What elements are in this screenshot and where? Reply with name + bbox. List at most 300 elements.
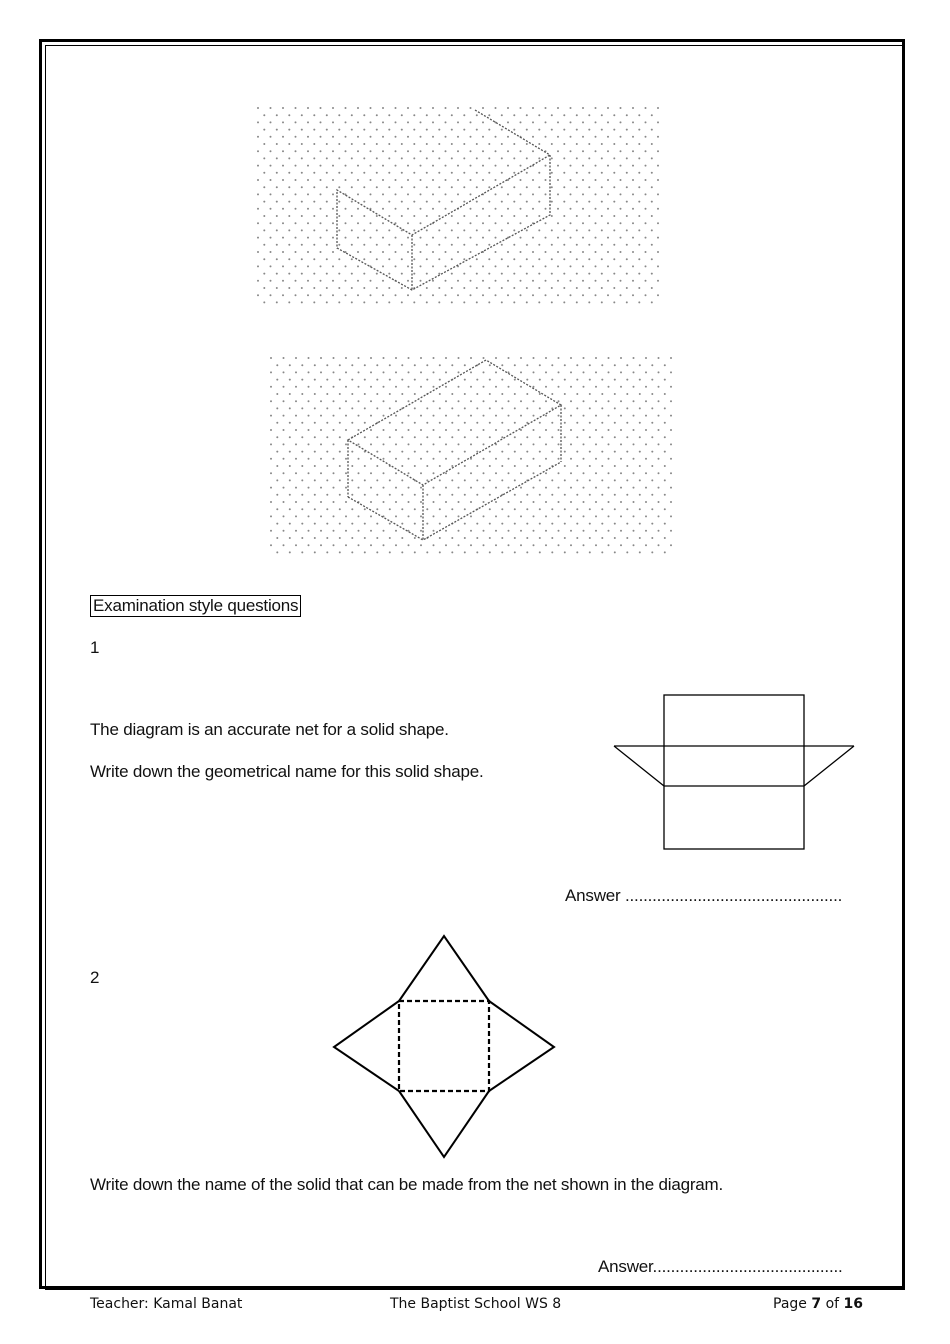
grid-dot	[389, 407, 391, 409]
grid-dot	[358, 515, 360, 517]
grid-dot	[426, 129, 428, 131]
grid-dot	[533, 429, 535, 431]
grid-dot	[651, 258, 653, 260]
grid-dot	[320, 107, 322, 109]
grid-dot	[458, 472, 460, 474]
grid-dot	[395, 487, 397, 489]
grid-dot	[389, 551, 391, 553]
grid-dot	[413, 201, 415, 203]
grid-dot	[358, 472, 360, 474]
grid-dot	[488, 287, 490, 289]
grid-dot	[420, 208, 422, 210]
grid-dot	[270, 193, 272, 195]
grid-dot	[576, 201, 578, 203]
grid-dot	[632, 136, 634, 138]
grid-dot	[288, 301, 290, 303]
grid-dot	[476, 215, 478, 217]
grid-dot	[639, 407, 641, 409]
grid-dot	[601, 465, 603, 467]
grid-dot	[501, 143, 503, 145]
grid-dot	[345, 400, 347, 402]
grid-dot	[557, 237, 559, 239]
grid-dot	[320, 179, 322, 181]
grid-dot	[563, 229, 565, 231]
grid-dot	[557, 294, 559, 296]
grid-dot	[526, 273, 528, 275]
grid-dot	[570, 150, 572, 152]
question-1-line-2: Write down the geometrical name for this solid shape.	[90, 762, 484, 781]
grid-dot	[295, 544, 297, 546]
grid-dot	[526, 301, 528, 303]
grid-dot	[601, 551, 603, 553]
grid-dot	[270, 251, 272, 253]
grid-dot	[395, 265, 397, 267]
footer-teacher: Teacher: Kamal Banat	[90, 1296, 243, 1312]
grid-dot	[320, 208, 322, 210]
grid-dot	[383, 501, 385, 503]
grid-dot	[283, 400, 285, 402]
grid-dot	[382, 294, 384, 296]
grid-dot	[576, 465, 578, 467]
grid-dot	[476, 551, 478, 553]
grid-dot	[532, 179, 534, 181]
grid-dot	[532, 265, 534, 267]
grid-dot	[539, 451, 541, 453]
grid-dot	[476, 379, 478, 381]
grid-dot	[338, 157, 340, 159]
answer-line-2[interactable]: Answer..........................................	[598, 1257, 843, 1276]
footer-school: The Baptist School WS 8	[390, 1296, 562, 1312]
grid-dot	[407, 222, 409, 224]
grid-dot	[370, 544, 372, 546]
grid-dot	[476, 494, 478, 496]
grid-dot	[476, 244, 478, 246]
grid-dot	[326, 301, 328, 303]
grid-dot	[288, 273, 290, 275]
grid-dot	[557, 179, 559, 181]
grid-dot	[470, 501, 472, 503]
grid-dot	[295, 530, 297, 532]
grid-dot	[420, 530, 422, 532]
grid-dot	[389, 436, 391, 438]
grid-dot	[583, 357, 585, 359]
grid-dot	[664, 407, 666, 409]
grid-dot	[614, 451, 616, 453]
grid-dot	[595, 487, 597, 489]
grid-dot	[533, 443, 535, 445]
grid-dot	[482, 136, 484, 138]
grid-dot	[463, 258, 465, 260]
grid-dot	[270, 357, 272, 359]
grid-dot	[576, 172, 578, 174]
grid-dot	[295, 136, 297, 138]
grid-dot	[295, 515, 297, 517]
grid-dot	[464, 494, 466, 496]
grid-dot	[351, 407, 353, 409]
grid-dot	[307, 251, 309, 253]
grid-dot	[332, 179, 334, 181]
grid-dot	[520, 472, 522, 474]
grid-dot	[270, 515, 272, 517]
grid-dot	[501, 287, 503, 289]
grid-dot	[383, 400, 385, 402]
grid-dot	[633, 371, 635, 373]
grid-dot	[339, 465, 341, 467]
grid-dot	[532, 121, 534, 123]
grid-dot	[445, 472, 447, 474]
grid-dot	[476, 157, 478, 159]
grid-dot	[345, 179, 347, 181]
grid-dot	[457, 193, 459, 195]
grid-dot	[270, 208, 272, 210]
grid-dot	[670, 530, 672, 532]
grid-dot	[338, 114, 340, 116]
grid-dot	[283, 487, 285, 489]
grid-dot	[432, 237, 434, 239]
grid-dot	[351, 379, 353, 381]
grid-dot	[538, 258, 540, 260]
grid-dot	[564, 508, 566, 510]
grid-dot	[320, 357, 322, 359]
grid-dot	[514, 451, 516, 453]
grid-dot	[257, 222, 259, 224]
grid-dot	[407, 165, 409, 167]
grid-dot	[413, 172, 415, 174]
grid-dot	[451, 422, 453, 424]
grid-dot	[351, 537, 353, 539]
grid-dot	[613, 301, 615, 303]
grid-dot	[283, 443, 285, 445]
grid-dot	[539, 494, 541, 496]
grid-dot	[339, 364, 341, 366]
grid-dot	[370, 165, 372, 167]
grid-dot	[639, 523, 641, 525]
grid-dot	[607, 165, 609, 167]
grid-dot	[651, 436, 653, 438]
grid-dot	[458, 515, 460, 517]
grid-dot	[451, 114, 453, 116]
grid-dot	[382, 121, 384, 123]
grid-dot	[595, 136, 597, 138]
grid-dot	[501, 379, 503, 381]
grid-dot	[501, 451, 503, 453]
grid-dot	[551, 114, 553, 116]
grid-dot	[595, 415, 597, 417]
page-prefix: Page	[773, 1296, 807, 1312]
grid-dot	[408, 371, 410, 373]
grid-dot	[607, 222, 609, 224]
grid-dot	[645, 280, 647, 282]
grid-dot	[401, 301, 403, 303]
grid-dot	[364, 523, 366, 525]
grid-dot	[589, 393, 591, 395]
grid-dot	[570, 280, 572, 282]
grid-dot	[376, 494, 378, 496]
grid-dot	[483, 487, 485, 489]
grid-dot	[345, 237, 347, 239]
grid-dot	[626, 523, 628, 525]
grid-dot	[333, 371, 335, 373]
grid-dot	[351, 551, 353, 553]
grid-dot	[557, 251, 559, 253]
grid-dot	[438, 258, 440, 260]
grid-dot	[432, 208, 434, 210]
grid-dot	[464, 436, 466, 438]
grid-dot	[345, 530, 347, 532]
grid-dot	[470, 179, 472, 181]
grid-dot	[632, 107, 634, 109]
grid-dot	[557, 107, 559, 109]
grid-dot	[401, 244, 403, 246]
grid-dot	[514, 436, 516, 438]
page-current: 7	[811, 1296, 822, 1312]
grid-dot	[576, 393, 578, 395]
grid-dot	[301, 551, 303, 553]
grid-dot	[445, 501, 447, 503]
grid-dot	[551, 129, 553, 131]
grid-dot	[401, 172, 403, 174]
grid-dot	[588, 301, 590, 303]
grid-dot	[563, 287, 565, 289]
grid-dot	[607, 121, 609, 123]
grid-dot	[432, 179, 434, 181]
grid-dot	[395, 472, 397, 474]
page-of: of	[825, 1296, 840, 1312]
grid-dot	[570, 107, 572, 109]
grid-dot	[351, 273, 353, 275]
grid-dot	[276, 143, 278, 145]
grid-dot	[257, 294, 259, 296]
grid-dot	[488, 215, 490, 217]
grid-dot	[670, 400, 672, 402]
grid-dot	[538, 186, 540, 188]
grid-dot	[563, 114, 565, 116]
grid-dot	[395, 107, 397, 109]
grid-dot	[595, 165, 597, 167]
grid-dot	[539, 436, 541, 438]
grid-dot	[339, 551, 341, 553]
grid-dot	[295, 487, 297, 489]
grid-dot	[464, 393, 466, 395]
grid-dot	[470, 530, 472, 532]
grid-dot	[283, 501, 285, 503]
grid-dot	[388, 287, 390, 289]
grid-dot	[495, 280, 497, 282]
grid-dot	[301, 422, 303, 424]
grid-dot	[426, 287, 428, 289]
grid-dot	[438, 215, 440, 217]
grid-dot	[432, 121, 434, 123]
grid-dot	[608, 429, 610, 431]
grid-dot	[482, 280, 484, 282]
grid-dot	[508, 443, 510, 445]
grid-dot	[257, 251, 259, 253]
grid-dot	[370, 515, 372, 517]
grid-dot	[533, 530, 535, 532]
grid-dot	[420, 193, 422, 195]
grid-dot	[570, 357, 572, 359]
grid-dot	[364, 537, 366, 539]
grid-dot	[614, 508, 616, 510]
grid-dot	[608, 501, 610, 503]
grid-dot	[451, 436, 453, 438]
grid-dot	[514, 379, 516, 381]
grid-dot	[638, 301, 640, 303]
grid-dot	[538, 129, 540, 131]
grid-dot	[639, 451, 641, 453]
grid-dot	[632, 121, 634, 123]
grid-dot	[426, 451, 428, 453]
grid-dot	[626, 201, 628, 203]
grid-dot	[501, 157, 503, 159]
grid-dot	[483, 386, 485, 388]
grid-dot	[570, 487, 572, 489]
grid-dot	[338, 273, 340, 275]
grid-dot	[282, 165, 284, 167]
grid-dot	[357, 251, 359, 253]
grid-dot	[439, 364, 441, 366]
grid-dot	[526, 229, 528, 231]
grid-dot	[557, 265, 559, 267]
grid-dot	[514, 537, 516, 539]
grid-dot	[583, 501, 585, 503]
grid-dot	[326, 479, 328, 481]
grid-dot	[420, 294, 422, 296]
grid-dot	[363, 114, 365, 116]
grid-dot	[639, 508, 641, 510]
grid-dot	[520, 150, 522, 152]
grid-dot	[526, 465, 528, 467]
grid-dot	[639, 364, 641, 366]
grid-dot	[357, 107, 359, 109]
grid-dot	[283, 415, 285, 417]
grid-dot	[589, 508, 591, 510]
grid-dot	[282, 150, 284, 152]
grid-dot	[582, 222, 584, 224]
question-1-line-1: The diagram is an accurate net for a solid shape.	[90, 720, 449, 739]
grid-dot	[495, 208, 497, 210]
grid-dot	[545, 443, 547, 445]
grid-dot	[320, 222, 322, 224]
grid-dot	[614, 523, 616, 525]
grid-dot	[482, 150, 484, 152]
grid-dot	[339, 436, 341, 438]
grid-dot	[395, 121, 397, 123]
grid-dot	[433, 530, 435, 532]
grid-dot	[583, 400, 585, 402]
grid-dot	[320, 472, 322, 474]
grid-dot	[439, 422, 441, 424]
grid-dot	[470, 150, 472, 152]
grid-dot	[532, 280, 534, 282]
grid-dot	[626, 407, 628, 409]
grid-dot	[308, 443, 310, 445]
grid-dot	[333, 357, 335, 359]
grid-dot	[639, 551, 641, 553]
grid-dot	[576, 301, 578, 303]
grid-dot	[470, 443, 472, 445]
grid-dot	[514, 422, 516, 424]
grid-dot	[408, 400, 410, 402]
grid-dot	[582, 265, 584, 267]
grid-dot	[483, 371, 485, 373]
grid-dot	[608, 371, 610, 373]
grid-dot	[401, 551, 403, 553]
grid-dot	[608, 415, 610, 417]
grid-dot	[439, 393, 441, 395]
grid-dot	[520, 222, 522, 224]
grid-dot	[295, 415, 297, 417]
grid-dot	[426, 523, 428, 525]
grid-dot	[657, 107, 659, 109]
grid-dot	[563, 273, 565, 275]
grid-dot	[645, 429, 647, 431]
grid-dot	[314, 407, 316, 409]
grid-dot	[395, 458, 397, 460]
grid-dot	[514, 364, 516, 366]
grid-dot	[357, 179, 359, 181]
grid-dot	[613, 129, 615, 131]
grid-dot	[551, 393, 553, 395]
grid-dot	[526, 508, 528, 510]
grid-dot	[620, 515, 622, 517]
grid-dot	[526, 244, 528, 246]
grid-dot	[526, 258, 528, 260]
grid-dot	[420, 443, 422, 445]
grid-dot	[589, 364, 591, 366]
grid-dot	[501, 114, 503, 116]
grid-dot	[445, 193, 447, 195]
grid-dot	[664, 479, 666, 481]
grid-dot	[526, 393, 528, 395]
grid-dot	[339, 451, 341, 453]
grid-dot	[526, 201, 528, 203]
grid-dot	[370, 237, 372, 239]
isometric-drawing-l-shape	[255, 105, 670, 315]
grid-dot	[557, 150, 559, 152]
grid-dot	[620, 165, 622, 167]
grid-dot	[345, 136, 347, 138]
grid-dot	[263, 143, 265, 145]
grid-dot	[276, 186, 278, 188]
grid-dot	[313, 273, 315, 275]
grid-dot	[633, 472, 635, 474]
answer-line-1[interactable]: Answer ................................................	[565, 886, 843, 905]
grid-dot	[376, 172, 378, 174]
dot-grid	[270, 357, 672, 553]
grid-dot	[476, 436, 478, 438]
grid-dot	[607, 193, 609, 195]
grid-dot	[376, 451, 378, 453]
grid-dot	[263, 258, 265, 260]
grid-dot	[620, 458, 622, 460]
grid-dot	[326, 451, 328, 453]
grid-dot	[295, 400, 297, 402]
grid-dot	[495, 386, 497, 388]
grid-dot	[583, 544, 585, 546]
grid-dot	[345, 429, 347, 431]
grid-dot	[326, 201, 328, 203]
grid-dot	[326, 129, 328, 131]
grid-dot	[589, 537, 591, 539]
grid-dot	[320, 165, 322, 167]
grid-dot	[608, 400, 610, 402]
grid-dot	[601, 479, 603, 481]
grid-dot	[626, 451, 628, 453]
grid-dot	[638, 287, 640, 289]
grid-dot	[338, 143, 340, 145]
grid-dot	[407, 193, 409, 195]
